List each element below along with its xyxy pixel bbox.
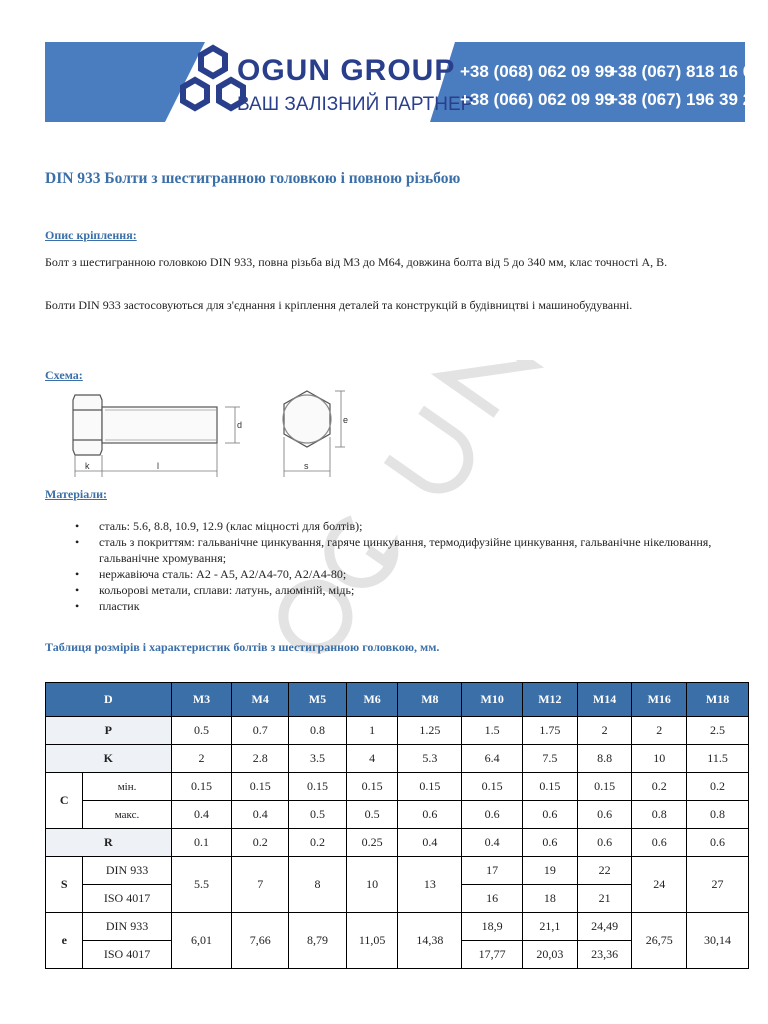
phone-3[interactable]: +38 (066) 062 09 99 [460,90,614,109]
table-cell: 8.8 [577,745,632,773]
table-cell: 22 [577,857,632,885]
table-cell: 6.4 [462,745,523,773]
table-cell: 0.15 [462,773,523,801]
table-header-cell: M5 [289,683,347,717]
table-cell: 0.4 [398,829,462,857]
table-header-cell: M14 [577,683,632,717]
table-cell: 0.15 [171,773,232,801]
table-cell: 3.5 [289,745,347,773]
table-title: Таблиця розмірів і характеристик болтів з шестигранною головкою, мм. [45,640,440,654]
table-cell: 11.5 [687,745,749,773]
table-cell: 18,9 [462,913,523,941]
table-cell: 0.4 [462,829,523,857]
list-item: • кольорові метали, сплави: латунь, алюміній, мідь; [75,582,715,598]
schema-label-k: k [85,461,90,471]
row-sublabel: ISO 4017 [83,941,171,969]
table-cell: 10 [632,745,687,773]
table-cell: 0.8 [687,801,749,829]
table-cell: 0.15 [346,773,398,801]
table-header-cell: M8 [398,683,462,717]
table-cell: 1.25 [398,717,462,745]
table-cell: 11,05 [346,913,398,969]
description-paragraph-1: Болт з шестигранною головкою DIN 933, повна різьба від M3 до M64, довжина болта від 5 до 340 мм, клас точності A, B. [45,255,668,269]
table-cell: 19 [523,857,578,885]
table-cell: 17 [462,857,523,885]
table-header-cell: M10 [462,683,523,717]
table-header-cell: M6 [346,683,398,717]
header-banner [45,42,762,122]
table-cell: 17,77 [462,941,523,969]
table-header-row [46,683,749,717]
table-header-cell: M16 [632,683,687,717]
table-cell: 26,75 [632,913,687,969]
table-cell: 13 [398,857,462,913]
row-label: e [46,913,83,969]
row-label: K [46,745,172,773]
row-sublabel: DIN 933 [83,857,171,885]
table-cell: 7,66 [232,913,289,969]
table-cell: 0.4 [232,801,289,829]
list-item: • сталь: 5.6, 8.8, 10.9, 12.9 (клас міцності для болтів); [75,518,715,534]
row-sublabel: макс. [83,801,171,829]
table-header-cell: M4 [232,683,289,717]
table-row [46,745,749,773]
table-cell: 24 [632,857,687,913]
table-cell: 0.8 [632,801,687,829]
table-row [46,773,749,801]
table-header-cell: M18 [687,683,749,717]
table-cell: 0.8 [289,717,347,745]
row-label: S [46,857,83,913]
table-row [46,717,749,745]
table-cell: 2 [632,717,687,745]
table-cell: 0.2 [289,829,347,857]
row-label: R [46,829,172,857]
page-title: DIN 933 Болти з шестигранною головкою і повною різьбою [45,170,461,187]
table-cell: 18 [523,885,578,913]
table-cell: 0.6 [577,801,632,829]
row-sublabel: DIN 933 [83,913,171,941]
phone-2[interactable]: +38 (067) 818 16 07 [608,62,762,81]
row-label: P [46,717,172,745]
description-heading: Опис кріплення: [45,228,137,242]
table-cell: 2 [577,717,632,745]
table-cell: 27 [687,857,749,913]
table-cell: 0.6 [687,829,749,857]
table-cell: 0.6 [398,801,462,829]
table-header-cell: D [46,683,172,717]
table-cell: 0.6 [523,801,578,829]
schema-label-d: d [237,420,243,430]
row-sublabel: мін. [83,773,171,801]
table-cell: 0.6 [577,829,632,857]
table-cell: 8 [289,857,347,913]
table-row [46,913,749,941]
table-cell: 0.5 [171,717,232,745]
table-cell: 8,79 [289,913,347,969]
phone-1[interactable]: +38 (068) 062 09 99 [460,62,614,81]
table-cell: 21,1 [523,913,578,941]
description-paragraph-2: Болти DIN 933 застосовуються для з'єднання і кріплення деталей та конструкцій в будівництві і машинобудуванні. [45,298,633,312]
table-row [46,829,749,857]
table-cell: 0.6 [523,829,578,857]
brand-name: OGUN GROUP [237,54,456,87]
materials-list [75,518,715,614]
table-cell: 7 [232,857,289,913]
table-cell: 0.2 [232,829,289,857]
table-cell: 5.3 [398,745,462,773]
list-item: • нержавіюча сталь: A2 - A5, A2/A4-70, A2/A4-80; [75,566,715,582]
list-item: • сталь з покриттям: гальванічне цинкування, гаряче цинкування, термодифузійне цинкування, гальванічне нікелювання, гальванічне хромування; [75,534,715,566]
table-cell: 14,38 [398,913,462,969]
table-header-cell: M3 [171,683,232,717]
table-cell: 7.5 [523,745,578,773]
table-cell: 23,36 [577,941,632,969]
table-cell: 0.2 [632,773,687,801]
table-cell: 0.5 [289,801,347,829]
bolt-schema-diagram [45,385,365,480]
table-cell: 0.25 [346,829,398,857]
table-cell: 0.15 [577,773,632,801]
table-cell: 2 [171,745,232,773]
table-header-cell: M12 [523,683,578,717]
schema-label-l: l [157,461,159,471]
table-row [46,801,749,829]
table-cell: 6,01 [171,913,232,969]
table-cell: 0.5 [346,801,398,829]
table-cell: 0.15 [289,773,347,801]
table-cell: 30,14 [687,913,749,969]
table-cell: 10 [346,857,398,913]
row-sublabel: ISO 4017 [83,885,171,913]
table-cell: 0.2 [687,773,749,801]
schema-label-e: e [343,415,349,425]
list-item: • пластик [75,598,715,614]
table-cell: 0.15 [523,773,578,801]
table-cell: 0.1 [171,829,232,857]
table-cell: 4 [346,745,398,773]
table-cell: 0.7 [232,717,289,745]
table-cell: 1.75 [523,717,578,745]
brand-tagline: ВАШ ЗАЛІЗНИЙ ПАРТНЕР [237,94,474,115]
table-cell: 0.6 [632,829,687,857]
table-cell: 0.15 [398,773,462,801]
schema-label-s: s [304,461,309,471]
table-cell: 16 [462,885,523,913]
table-cell: 0.6 [462,801,523,829]
table-cell: 24,49 [577,913,632,941]
table-cell: 2.8 [232,745,289,773]
table-cell: 1 [346,717,398,745]
table-cell: 0.15 [232,773,289,801]
dimensions-table [45,682,749,969]
table-cell: 2.5 [687,717,749,745]
row-label: C [46,773,83,829]
table-cell: 0.4 [171,801,232,829]
table-cell: 1.5 [462,717,523,745]
table-cell: 21 [577,885,632,913]
schema-heading: Схема: [45,368,83,382]
table-row [46,857,749,885]
phone-4[interactable]: +38 (067) 196 39 22 [608,90,762,109]
materials-heading: Матеріали: [45,487,107,501]
table-cell: 20,03 [523,941,578,969]
table-cell: 5.5 [171,857,232,913]
